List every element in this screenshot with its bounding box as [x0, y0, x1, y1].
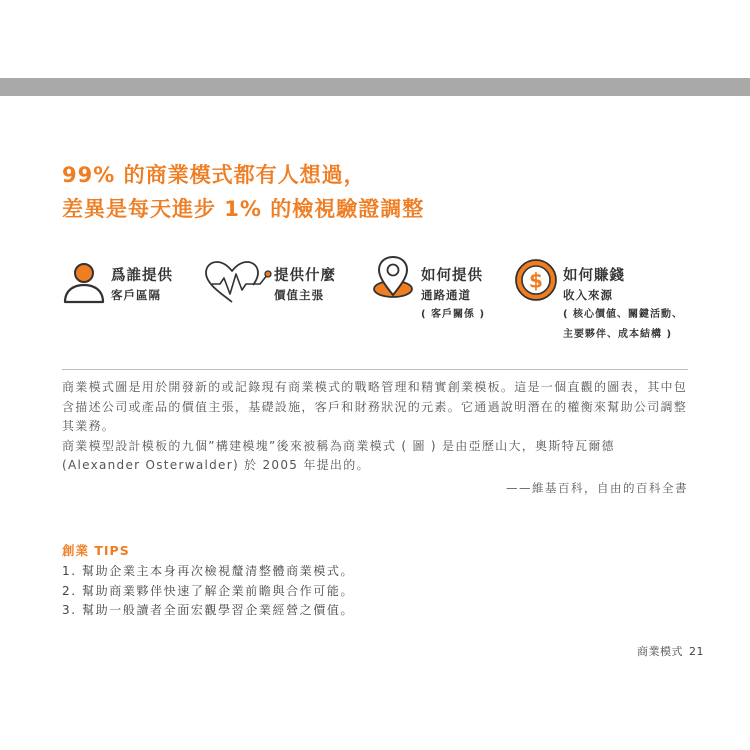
page-number: 21 [689, 645, 704, 658]
headline-line-1: 99% 的商業模式都有人想過， [62, 163, 366, 187]
tips-title: 創業 TIPS [62, 543, 130, 558]
divider [62, 369, 688, 370]
value-subtitle: 價值主張 [274, 288, 324, 302]
headline [62, 158, 424, 226]
value-title: 如何提供 [421, 268, 483, 284]
source-citation: ——維基百科，自由的百科全書 [506, 481, 688, 495]
tip-item: 1. 幫助企業主本身再次檢視釐清整體商業模式。 [62, 564, 355, 578]
headline-line-2: 差異是每天進步 1% 的檢視驗證調整 [62, 197, 425, 221]
tip-item: 3. 幫助一般讀者全面宏觀學習企業經營之價值。 [62, 603, 355, 617]
value-title: 爲誰提供 [111, 268, 173, 284]
value-note: 主要夥伴、成本結構 ) [563, 329, 673, 340]
description [62, 378, 690, 476]
description-paragraph: 商業模型設計模板的九個”構建模塊”後來被稱為商業模式 ( 圖 ) 是由亞歷山大，奧斯特瓦爾德 (Alexander Osterwalder) 於 2005 年提出的。 [62, 438, 615, 472]
description-paragraph: 商業模式圖是用於開發新的或記錄現有商業模式的戰略管理和精實創業模板。這是一個直觀的圖表，其中包含描述公司或產品的價值主張，基礎設施，客戶和財務狀況的元素。它通過說明潛在的權衡來幫助公司調整其業務。 [62, 380, 688, 433]
header-bar [0, 78, 750, 96]
value-note: ( 核心價値、關鍵活動、 [563, 309, 684, 320]
map-pin-icon [371, 255, 415, 305]
svg-text:$: $ [529, 268, 543, 293]
value-subtitle: 客戶區隔 [111, 288, 161, 302]
value-subtitle: 收入來源 [563, 288, 613, 302]
value-subtitle: 通路通道 [421, 288, 471, 302]
value-title: 如何賺錢 [563, 268, 625, 284]
heart-pulse-icon [202, 260, 274, 310]
tips-list [62, 562, 354, 621]
page-footer [637, 643, 704, 659]
tip-item: 2. 幫助商業夥伴快速了解企業前瞻與合作可能。 [62, 583, 355, 598]
footer-section: 商業模式 [637, 645, 683, 658]
dollar-coin-icon [514, 258, 558, 306]
value-title: 提供什麼 [274, 268, 336, 284]
person-icon [62, 262, 106, 308]
value-note: ( 客戶關係 ) [421, 309, 486, 320]
